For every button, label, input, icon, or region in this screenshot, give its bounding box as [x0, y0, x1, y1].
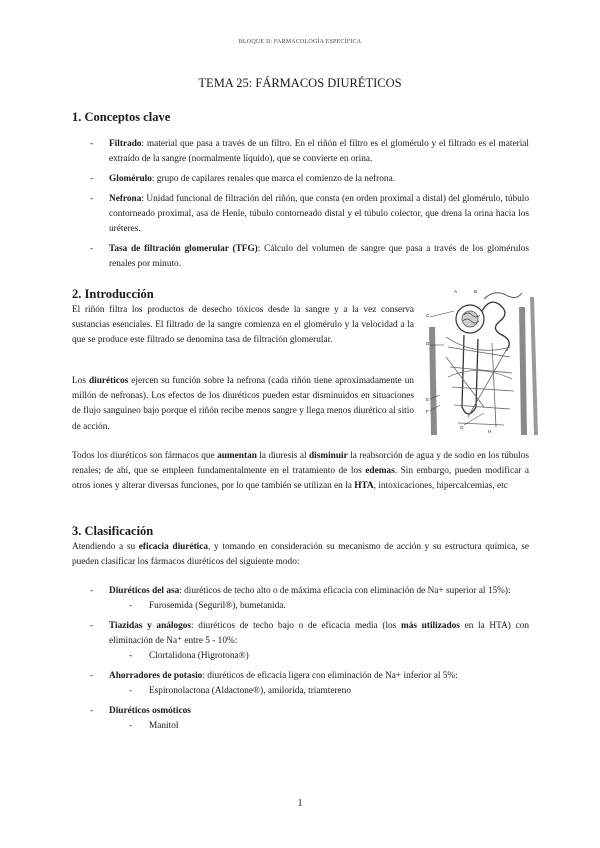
drug-sublist — [149, 719, 529, 734]
class-term: Diuréticos del asa — [109, 586, 180, 596]
list-item: - Tiazidas y análogos: diuréticos de techo bajo o de eficacia media (los más utilizados en la HTA) con eliminación de Na⁺ entre 5 - 10%: - Clortalidona (Higrotona®) — [109, 619, 529, 664]
page-number: 1 — [297, 798, 303, 809]
class-term: Tiazidas y análogos — [109, 621, 192, 631]
class-term: Ahorradores de potasio — [109, 671, 203, 681]
drug-sublist — [149, 684, 529, 699]
figure-label: G — [460, 425, 464, 430]
intro-paragraph-1: El riñón filtra los productos de desecho tóxicos desde la sangre y a la vez conserva sustancias esenciales. El filtrado de la sangre comienza en el glomérulo y la velocidad a la que se produce este filtrado se denomina tasa de filtración glomerular. — [72, 305, 414, 346]
term-label: Glomérulo — [109, 174, 152, 184]
drug-sublist — [149, 649, 529, 664]
term-label: Tasa de filtración glomerular (TFG) — [109, 244, 258, 254]
term-label: Nefrona — [109, 194, 142, 204]
list-item — [109, 192, 529, 237]
figure-label: B — [474, 289, 478, 294]
term-label: Filtrado — [109, 139, 142, 149]
class-term: Diuréticos osmóticos — [109, 706, 191, 716]
nephron-diagram — [424, 287, 540, 437]
concepts-list — [109, 137, 529, 277]
page-title: TEMA 25: FÁRMACOS DIURÉTICOS — [198, 76, 402, 90]
list-item: - Diuréticos del asa: diuréticos de techo alto o de máxima eficacia con eliminación de Na+ superior al 15%): - Furosemida (Seguril®), bumetanida. — [109, 584, 529, 614]
term-definition: : Unidad funcional de filtración del riñón, que consta (en orden proximal a distal) del glomérulo, túbulo contorneado proximal, asa de Henle, túbulo contorneado distal y el túbulo colector, que drena la orina hacia los uréteres. — [109, 194, 529, 234]
drug-item: - Clortalidona (Higrotona®) — [149, 649, 529, 664]
intro-paragraph-3: Todos los diuréticos son fármacos que aumentan la diuresis al disminuir la reabsorción de agua y de sodio en los túbulos renales; de ahí, que se empleen fundamentalmente en el tratamiento de los edemas. Sin embargo, pueden modificar a otros iones y alterar diversas funciones, por lo que también se utilizan en la HTA, intoxicaciones, hipercalcemias, etc — [72, 451, 530, 492]
drug-item: - Furosemida (Seguril®), bumetanida. — [149, 599, 529, 614]
list-item — [109, 137, 529, 167]
figure-label: H — [488, 429, 492, 434]
drug-item: - Espironolactona (Aldactone®), amilorida, triamtereno — [149, 684, 529, 699]
section-heading-conceptos: 1. Conceptos clave — [72, 110, 171, 124]
running-header: BLOQUE II: FARMACOLOGÍA ESPECÍFICA — [238, 39, 362, 45]
list-item: - Ahorradores de potasio: diuréticos de eficacia ligera con eliminación de Na+ inferior al 5%: - Espironolactona (Aldactone®), amilorida, triamtereno — [109, 669, 529, 699]
drug-sublist — [149, 599, 529, 614]
term-definition: : grupo de capilares renales que marca el comienzo de la nefrona. — [151, 174, 396, 184]
intro-paragraph-2: Los diuréticos ejercen su función sobre la nefrona (cada riñón tiene aproximadamente un millón de nefronas). Los efectos de los diuréticos pueden estar disminuidos en situaciones de flujo sanguíneo bajo porque el riñón recibe menos sangre y llega menos diurético al sitio de acción. — [72, 376, 414, 432]
list-item — [109, 172, 529, 187]
figure-label: C — [426, 313, 430, 318]
figure-label: D — [426, 341, 430, 346]
drug-item: - Manitol — [149, 719, 529, 734]
section-heading-introduccion: 2. Introducción — [72, 287, 154, 301]
section-heading-clasificacion: 3. Clasificación — [72, 524, 154, 538]
term-definition: : material que pasa a través de un filtro. En el riñón el filtro es el glomérulo y el filtrado es el material extraído de la sangre (normalmente líquido), que se convierte en orina. — [109, 139, 529, 164]
term-definition: : Cálculo del volumen de sangre que pasa a través de los glomérulos renales por minuto. — [109, 244, 529, 269]
list-item — [109, 242, 529, 272]
figure-label: F — [426, 409, 429, 414]
figure-label: E — [426, 397, 430, 402]
classification-list — [109, 584, 529, 739]
classification-intro: Atendiendo a su eficacia diurética, y tomando en consideración su mecanismo de acción y su estructura química, se pueden clasificar los fármacos diuréticos del siguiente modo: — [72, 542, 529, 568]
figure-label: A — [454, 289, 458, 294]
list-item — [109, 704, 529, 734]
